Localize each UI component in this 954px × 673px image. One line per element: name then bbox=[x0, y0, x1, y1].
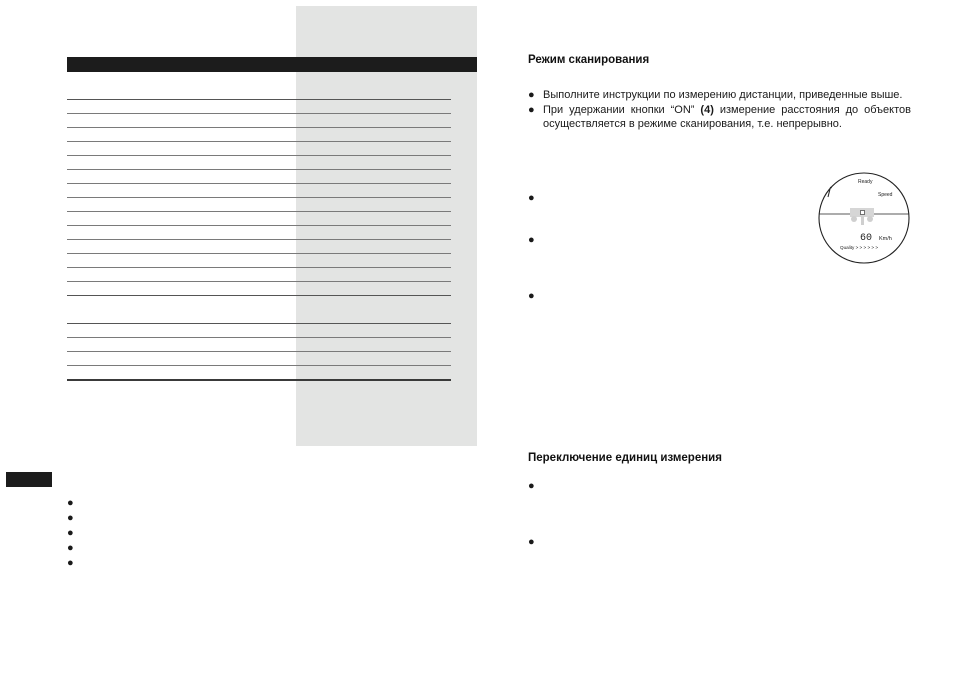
table-row-rule bbox=[67, 281, 451, 282]
bullet-marker: ● bbox=[528, 234, 535, 246]
bullet-marker: ● bbox=[67, 557, 74, 569]
bullet-marker: ● bbox=[67, 527, 74, 539]
table-row-rule bbox=[67, 267, 451, 268]
bullet-marker: ● bbox=[528, 89, 535, 101]
scan-mode-heading: Режим сканирования bbox=[528, 54, 650, 66]
table-row-rule bbox=[67, 99, 451, 100]
table-row-rule bbox=[67, 141, 451, 142]
bullet-marker: ● bbox=[528, 480, 535, 492]
bullet-text-post: измерение расстояния до объектов осуществляется в режиме сканирования, т.е. непрерывно. bbox=[543, 103, 911, 131]
bullet-marker: ● bbox=[528, 192, 535, 204]
table-row-rule bbox=[67, 169, 451, 170]
display-speed-unit: Km/h bbox=[879, 236, 892, 242]
table-row-rule bbox=[67, 337, 451, 338]
rangefinder-display-figure bbox=[818, 172, 910, 264]
bullet-text: Выполните инструкции по измерению дистанции, приведенные выше. bbox=[543, 89, 903, 101]
table-row-rule bbox=[67, 183, 451, 184]
bullet-marker: ● bbox=[67, 497, 74, 509]
bullet-text-pre: При удержании кнопки “ON” bbox=[543, 103, 701, 116]
table-row-rule bbox=[67, 295, 451, 296]
button-number: (4) bbox=[700, 103, 714, 116]
table-bottom-rule bbox=[67, 379, 451, 381]
display-quality-indicator: Quality > > > > > > bbox=[840, 245, 879, 250]
table-row-rule bbox=[67, 197, 451, 198]
bullet-marker: ● bbox=[528, 103, 535, 116]
scan-mode-list bbox=[528, 88, 911, 132]
bullet-marker: ● bbox=[67, 512, 74, 524]
display-speed-label: Speed bbox=[878, 192, 893, 198]
display-ready-label: Ready bbox=[858, 179, 873, 185]
table-row-rule bbox=[67, 253, 451, 254]
bullet-marker: ● bbox=[67, 542, 74, 554]
table-row-rule bbox=[67, 113, 451, 114]
bullet-marker: ● bbox=[528, 290, 535, 302]
units-heading: Переключение единиц измерения bbox=[528, 452, 722, 464]
scan-mode-bullet bbox=[528, 88, 911, 103]
scan-mode-bullet bbox=[528, 103, 911, 132]
table-row-rule bbox=[67, 365, 451, 366]
section-tab-marker bbox=[6, 472, 52, 487]
bullet-marker: ● bbox=[528, 536, 535, 548]
table-row-rule bbox=[67, 225, 451, 226]
table-header-bar bbox=[67, 57, 477, 72]
table-row-rule bbox=[67, 323, 451, 324]
table-row-rule bbox=[67, 239, 451, 240]
table-row-rule bbox=[67, 155, 451, 156]
table-row-rule bbox=[67, 211, 451, 212]
table-row-rule bbox=[67, 127, 451, 128]
table-row-rule bbox=[67, 351, 451, 352]
display-speed-value: 60 bbox=[860, 233, 873, 244]
